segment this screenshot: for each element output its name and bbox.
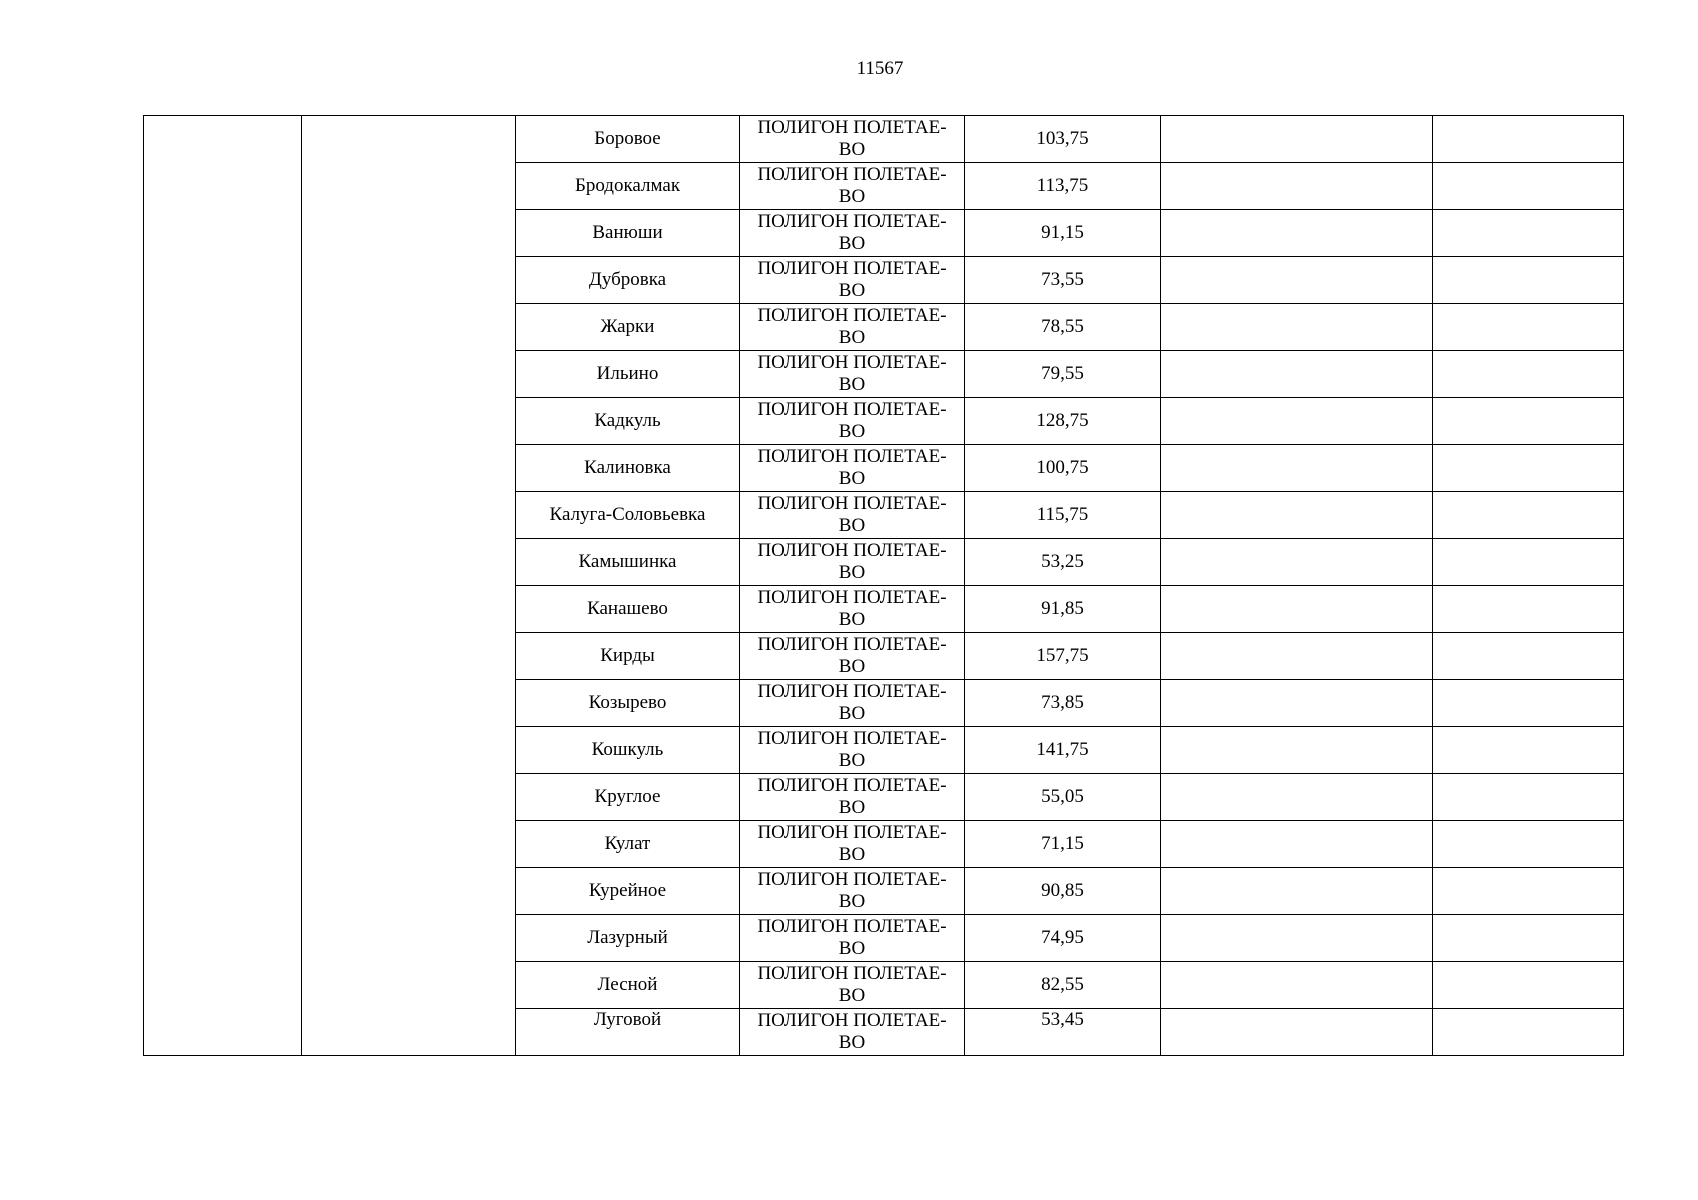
settlement-cell: Калиновка [516, 445, 740, 492]
empty-cell-col7 [1433, 116, 1624, 163]
empty-cell-col6 [1161, 868, 1433, 915]
destination-cell [740, 351, 965, 398]
settlement-cell: Луговой [516, 1009, 740, 1056]
destination-line2: ВО [838, 421, 866, 442]
empty-cell-col7 [1433, 163, 1624, 210]
destination-cell [740, 210, 965, 257]
empty-cell-col6 [1161, 492, 1433, 539]
settlement-cell: Ильино [516, 351, 740, 398]
empty-cell-col7 [1433, 821, 1624, 868]
empty-cell-col6 [1161, 586, 1433, 633]
empty-cell-col6 [1161, 539, 1433, 586]
destination-cell [740, 304, 965, 351]
settlement-cell: Кирды [516, 633, 740, 680]
destination-line1: ПОЛИГОН ПОЛЕТАЕ- [757, 117, 947, 138]
destination-line1: ПОЛИГОН ПОЛЕТАЕ- [757, 211, 947, 232]
settlement-cell: Кошкуль [516, 727, 740, 774]
destination-line2: ВО [838, 609, 866, 630]
destination-line1: ПОЛИГОН ПОЛЕТАЕ- [757, 540, 947, 561]
destination-line2: ВО [838, 797, 866, 818]
destination-line2: ВО [838, 468, 866, 489]
destination-line1: ПОЛИГОН ПОЛЕТАЕ- [757, 305, 947, 326]
destination-line1: ПОЛИГОН ПОЛЕТАЕ- [757, 164, 947, 185]
destination-cell [740, 492, 965, 539]
empty-cell-col6 [1161, 962, 1433, 1009]
distance-cell: 71,15 [965, 821, 1161, 868]
empty-cell-col6 [1161, 210, 1433, 257]
destination-line2: ВО [838, 327, 866, 348]
empty-cell-col6 [1161, 633, 1433, 680]
distance-cell: 74,95 [965, 915, 1161, 962]
destination-line2: ВО [838, 233, 866, 254]
empty-cell-col6 [1161, 680, 1433, 727]
empty-cell-col6 [1161, 257, 1433, 304]
distance-cell: 157,75 [965, 633, 1161, 680]
destination-line1: ПОЛИГОН ПОЛЕТАЕ- [757, 869, 947, 890]
distance-cell: 141,75 [965, 727, 1161, 774]
empty-cell-col7 [1433, 351, 1624, 398]
empty-cell-col6 [1161, 727, 1433, 774]
destination-cell [740, 1009, 965, 1056]
settlement-cell: Круглое [516, 774, 740, 821]
destination-line2: ВО [838, 750, 866, 771]
destination-cell [740, 680, 965, 727]
distance-cell: 79,55 [965, 351, 1161, 398]
empty-cell-col7 [1433, 962, 1624, 1009]
destination-cell [740, 116, 965, 163]
destination-cell [740, 915, 965, 962]
destination-line2: ВО [838, 562, 866, 583]
destination-line2: ВО [838, 515, 866, 536]
empty-cell-col7 [1433, 774, 1624, 821]
destination-line1: ПОЛИГОН ПОЛЕТАЕ- [757, 822, 947, 843]
settlement-cell: Кадкуль [516, 398, 740, 445]
distance-cell: 73,85 [965, 680, 1161, 727]
destination-cell [740, 163, 965, 210]
settlement-cell: Камышинка [516, 539, 740, 586]
page-number: 11567 [856, 58, 904, 79]
distance-cell: 91,15 [965, 210, 1161, 257]
empty-cell-col7 [1433, 539, 1624, 586]
empty-cell-col6 [1161, 163, 1433, 210]
empty-cell-col7 [1433, 680, 1624, 727]
settlement-cell: Лесной [516, 962, 740, 1009]
settlement-cell: Ванюши [516, 210, 740, 257]
destination-line2: ВО [838, 1032, 866, 1053]
destination-cell [740, 774, 965, 821]
destination-line2: ВО [838, 938, 866, 959]
destination-line2: ВО [838, 703, 866, 724]
empty-cell-col6 [1161, 915, 1433, 962]
destination-cell [740, 821, 965, 868]
empty-cell-col7 [1433, 398, 1624, 445]
distance-cell: 90,85 [965, 868, 1161, 915]
distance-cell: 128,75 [965, 398, 1161, 445]
empty-cell-col1 [144, 116, 302, 1056]
destination-line2: ВО [838, 891, 866, 912]
empty-cell-col6 [1161, 774, 1433, 821]
distance-cell: 53,45 [965, 1009, 1161, 1056]
settlement-cell: Боровое [516, 116, 740, 163]
destination-line1: ПОЛИГОН ПОЛЕТАЕ- [757, 681, 947, 702]
destination-cell [740, 962, 965, 1009]
destination-cell [740, 539, 965, 586]
settlement-cell: Курейное [516, 868, 740, 915]
empty-cell-col6 [1161, 1009, 1433, 1056]
destination-line1: ПОЛИГОН ПОЛЕТАЕ- [757, 399, 947, 420]
destination-line1: ПОЛИГОН ПОЛЕТАЕ- [757, 728, 947, 749]
destination-line1: ПОЛИГОН ПОЛЕТАЕ- [757, 775, 947, 796]
destination-line1: ПОЛИГОН ПОЛЕТАЕ- [757, 493, 947, 514]
table-row [144, 116, 1624, 163]
destination-cell [740, 633, 965, 680]
empty-cell-col7 [1433, 257, 1624, 304]
destination-line2: ВО [838, 844, 866, 865]
empty-cell-col7 [1433, 586, 1624, 633]
empty-cell-col6 [1161, 304, 1433, 351]
settlement-cell: Канашево [516, 586, 740, 633]
empty-cell-col7 [1433, 633, 1624, 680]
empty-cell-col6 [1161, 821, 1433, 868]
destination-line1: ПОЛИГОН ПОЛЕТАЕ- [757, 916, 947, 937]
destination-cell [740, 868, 965, 915]
empty-cell-col7 [1433, 445, 1624, 492]
distance-cell: 53,25 [965, 539, 1161, 586]
destination-line1: ПОЛИГОН ПОЛЕТАЕ- [757, 634, 947, 655]
settlement-cell: Кулат [516, 821, 740, 868]
destination-line1: ПОЛИГОН ПОЛЕТАЕ- [757, 258, 947, 279]
empty-cell-col7 [1433, 727, 1624, 774]
distance-cell: 100,75 [965, 445, 1161, 492]
distance-cell: 115,75 [965, 492, 1161, 539]
settlement-cell: Дубровка [516, 257, 740, 304]
destination-line2: ВО [838, 985, 866, 1006]
distance-table [143, 115, 1624, 1056]
destination-line2: ВО [838, 186, 866, 207]
destination-line1: ПОЛИГОН ПОЛЕТАЕ- [757, 446, 947, 467]
settlement-cell: Жарки [516, 304, 740, 351]
destination-line2: ВО [838, 374, 866, 395]
destination-cell [740, 586, 965, 633]
destination-cell [740, 257, 965, 304]
distance-cell: 82,55 [965, 962, 1161, 1009]
distance-cell: 91,85 [965, 586, 1161, 633]
empty-cell-col6 [1161, 445, 1433, 492]
empty-cell-col7 [1433, 1009, 1624, 1056]
destination-cell [740, 727, 965, 774]
empty-cell-col2 [302, 116, 516, 1056]
empty-cell-col6 [1161, 351, 1433, 398]
settlement-cell: Бродокалмак [516, 163, 740, 210]
empty-cell-col6 [1161, 116, 1433, 163]
empty-cell-col7 [1433, 492, 1624, 539]
empty-cell-col7 [1433, 304, 1624, 351]
settlement-cell: Калуга-Соловьевка [516, 492, 740, 539]
destination-line2: ВО [838, 139, 866, 160]
settlement-cell: Козырево [516, 680, 740, 727]
distance-cell: 73,55 [965, 257, 1161, 304]
distance-cell: 113,75 [965, 163, 1161, 210]
destination-line1: ПОЛИГОН ПОЛЕТАЕ- [757, 963, 947, 984]
empty-cell-col7 [1433, 915, 1624, 962]
empty-cell-col7 [1433, 210, 1624, 257]
destination-line1: ПОЛИГОН ПОЛЕТАЕ- [757, 352, 947, 373]
destination-line1: ПОЛИГОН ПОЛЕТАЕ- [757, 587, 947, 608]
destination-line2: ВО [838, 280, 866, 301]
destination-line2: ВО [838, 656, 866, 677]
destination-cell [740, 398, 965, 445]
distance-cell: 78,55 [965, 304, 1161, 351]
distance-cell: 55,05 [965, 774, 1161, 821]
distance-cell: 103,75 [965, 116, 1161, 163]
empty-cell-col6 [1161, 398, 1433, 445]
settlement-cell: Лазурный [516, 915, 740, 962]
destination-cell [740, 445, 965, 492]
destination-line1: ПОЛИГОН ПОЛЕТАЕ- [757, 1010, 947, 1031]
empty-cell-col7 [1433, 868, 1624, 915]
